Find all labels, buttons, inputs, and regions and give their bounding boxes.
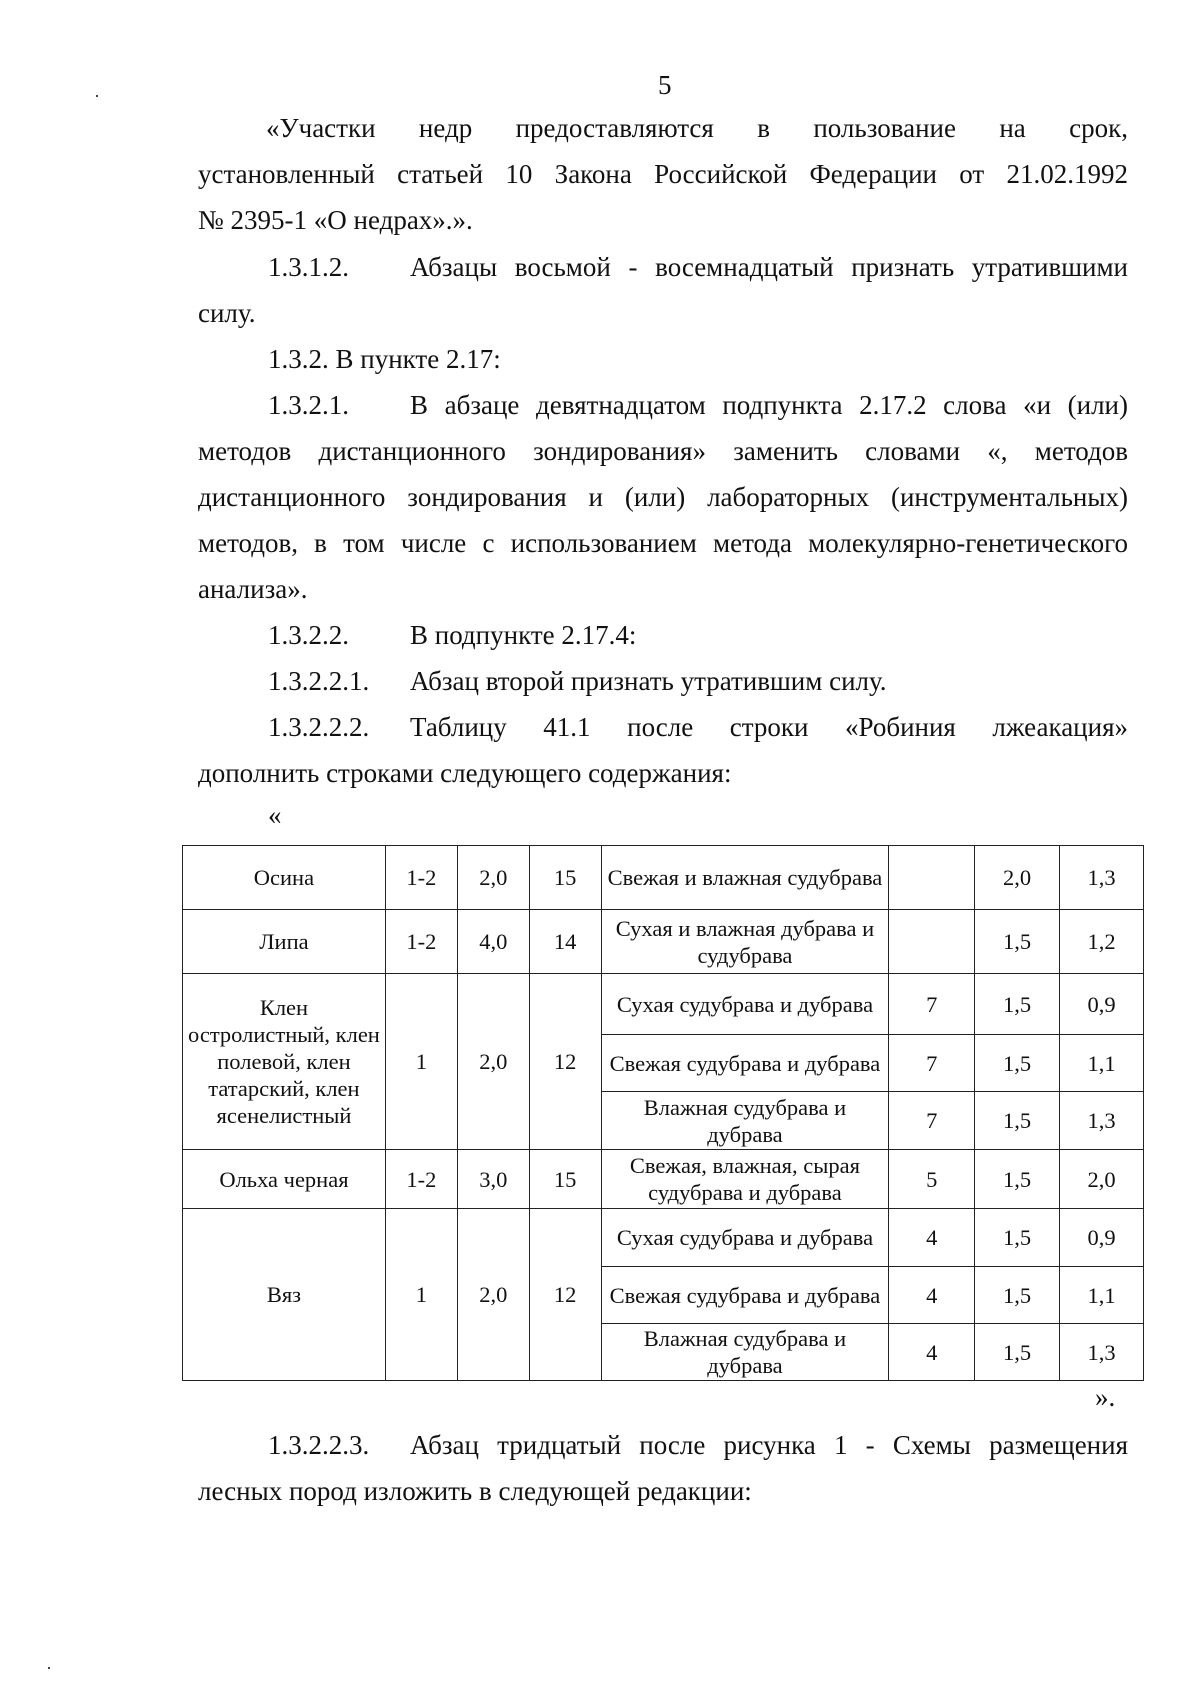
forest-type-cell: Влажная судубрава и дубрава — [601, 1324, 889, 1381]
word: «Участки — [266, 113, 376, 143]
table-cell: 12 — [529, 974, 601, 1150]
table-row — [183, 974, 1144, 1035]
word: недр — [418, 113, 473, 143]
table-row — [183, 1209, 1144, 1267]
table-cell: 4,0 — [457, 910, 529, 974]
table-cell: 1,2 — [1060, 910, 1144, 974]
table-cell: 1,5 — [975, 1324, 1060, 1381]
table-cell: 1,1 — [1060, 1035, 1144, 1092]
page-number: 5 — [658, 70, 672, 100]
table-cell: 15 — [529, 846, 601, 910]
table-cell: 0,9 — [1060, 1209, 1144, 1267]
forest-type-cell: Свежая судубрава и дубрава — [601, 1267, 889, 1324]
paragraph-number: 1.3.1.2. — [268, 252, 349, 282]
table-cell: 4 — [889, 1267, 975, 1324]
table-cell: 1 — [385, 974, 457, 1150]
paragraph-3: 1.3.2. В пункте 2.17: — [268, 344, 501, 374]
table-cell: 1,3 — [1060, 846, 1144, 910]
paragraph-4-line-3: дистанционного зондирования и (или) лабораторных (инструментальных) — [198, 482, 1128, 512]
forest-type-cell: Сухая и влажная дубрава и судубрава — [601, 910, 889, 974]
table-cell: 2,0 — [457, 974, 529, 1150]
paragraph-5-text: В подпункте 2.17.4: — [410, 620, 637, 650]
word: предоставляются — [515, 113, 714, 143]
paragraph-number: 1.3.2.1. — [268, 390, 349, 420]
table-cell: 1,5 — [975, 1267, 1060, 1324]
paragraph-4-line-4: методов, в том числе с использованием метода молекулярно-генетического — [198, 528, 1128, 558]
paragraph-4-line-2: методов дистанционного зондирования» заменить словами «, методов — [198, 436, 1128, 466]
species-name-cell: Клен остролистный, клен полевой, клен татарский, клен ясенелистный — [183, 974, 386, 1150]
word: на — [999, 113, 1026, 143]
table-cell: 2,0 — [1060, 1150, 1144, 1209]
table-cell — [889, 910, 975, 974]
forest-type-cell: Сухая судубрава и дубрава — [601, 974, 889, 1035]
paragraph-1-line-3: № 2395-1 «О недрах».». — [198, 205, 473, 235]
forest-type-cell: Сухая судубрава и дубрава — [601, 1209, 889, 1267]
table-cell: 1 — [385, 1209, 457, 1381]
table-cell: 4 — [889, 1324, 975, 1381]
paragraph-number: 1.3.2.2. — [268, 620, 349, 650]
species-name-cell: Осина — [183, 846, 386, 910]
paragraph-number: 1.3.2.2.1. — [268, 666, 370, 696]
scan-speck — [48, 1667, 50, 1669]
table-cell: 1-2 — [385, 910, 457, 974]
table-row — [183, 1150, 1144, 1209]
table-cell: 14 — [529, 910, 601, 974]
paragraph-7-line-1: Таблицу 41.1 после строки «Робиния лжеакация» — [410, 712, 1128, 742]
table-cell: 0,9 — [1060, 974, 1144, 1035]
paragraph-7-line-2: дополнить строками следующего содержания: — [198, 758, 732, 788]
table-cell: 3,0 — [457, 1150, 529, 1209]
table-cell: 2,0 — [457, 846, 529, 910]
word: срок, — [1069, 113, 1129, 143]
table-row — [183, 846, 1144, 910]
table-cell: 1,5 — [975, 910, 1060, 974]
word: в — [757, 113, 770, 143]
forest-type-cell: Свежая, влажная, сырая судубрава и дубрава — [601, 1150, 889, 1209]
table-cell — [889, 846, 975, 910]
paragraph-2-line-1: Абзацы восьмой - восемнадцатый признать утратившими — [410, 252, 1128, 282]
paragraph-8-line-2: лесных пород изложить в следующей редакции: — [198, 1476, 752, 1506]
table-cell: 1,3 — [1060, 1092, 1144, 1150]
table-cell: 1-2 — [385, 846, 457, 910]
scan-speck — [96, 95, 98, 97]
table-cell: 2,0 — [975, 846, 1060, 910]
table-row — [183, 910, 1144, 974]
opening-quote: « — [268, 800, 282, 830]
paragraph-6-text: Абзац второй признать утратившим силу. — [410, 666, 887, 696]
closing-quote: ». — [1095, 1382, 1116, 1412]
table-cell: 1,3 — [1060, 1324, 1144, 1381]
paragraph-4-line-1: В абзаце девятнадцатом подпункта 2.17.2 слова «и (или) — [410, 390, 1128, 420]
table-cell: 1,1 — [1060, 1267, 1144, 1324]
paragraph-number: 1.3.2.2.3. — [268, 1430, 370, 1460]
paragraph-4-line-5: анализа». — [198, 574, 308, 604]
species-name-cell: Ольха черная — [183, 1150, 386, 1209]
paragraph-1-line-1 — [266, 110, 1128, 146]
species-table — [182, 845, 1144, 1381]
table-cell: 2,0 — [457, 1209, 529, 1381]
table-cell: 12 — [529, 1209, 601, 1381]
table-cell: 7 — [889, 974, 975, 1035]
paragraph-8-line-1: Абзац тридцатый после рисунка 1 - Схемы размещения — [410, 1430, 1128, 1460]
table-cell: 1,5 — [975, 1150, 1060, 1209]
table-cell: 1-2 — [385, 1150, 457, 1209]
table-cell: 4 — [889, 1209, 975, 1267]
paragraph-1-line-2: установленный статьей 10 Закона Российской Федерации от 21.02.1992 — [198, 159, 1128, 189]
table-cell: 7 — [889, 1092, 975, 1150]
forest-type-cell: Свежая и влажная судубрава — [601, 846, 889, 910]
word: пользование — [813, 113, 956, 143]
table-cell: 1,5 — [975, 974, 1060, 1035]
forest-type-cell: Влажная судубрава и дубрава — [601, 1092, 889, 1150]
species-name-cell: Липа — [183, 910, 386, 974]
table-cell: 5 — [889, 1150, 975, 1209]
paragraph-2-line-2: силу. — [198, 298, 256, 328]
table-cell: 1,5 — [975, 1035, 1060, 1092]
table-cell: 7 — [889, 1035, 975, 1092]
table-cell: 1,5 — [975, 1209, 1060, 1267]
table-cell: 15 — [529, 1150, 601, 1209]
paragraph-number: 1.3.2.2.2. — [268, 712, 370, 742]
forest-type-cell: Свежая судубрава и дубрава — [601, 1035, 889, 1092]
species-name-cell: Вяз — [183, 1209, 386, 1381]
table-cell: 1,5 — [975, 1092, 1060, 1150]
